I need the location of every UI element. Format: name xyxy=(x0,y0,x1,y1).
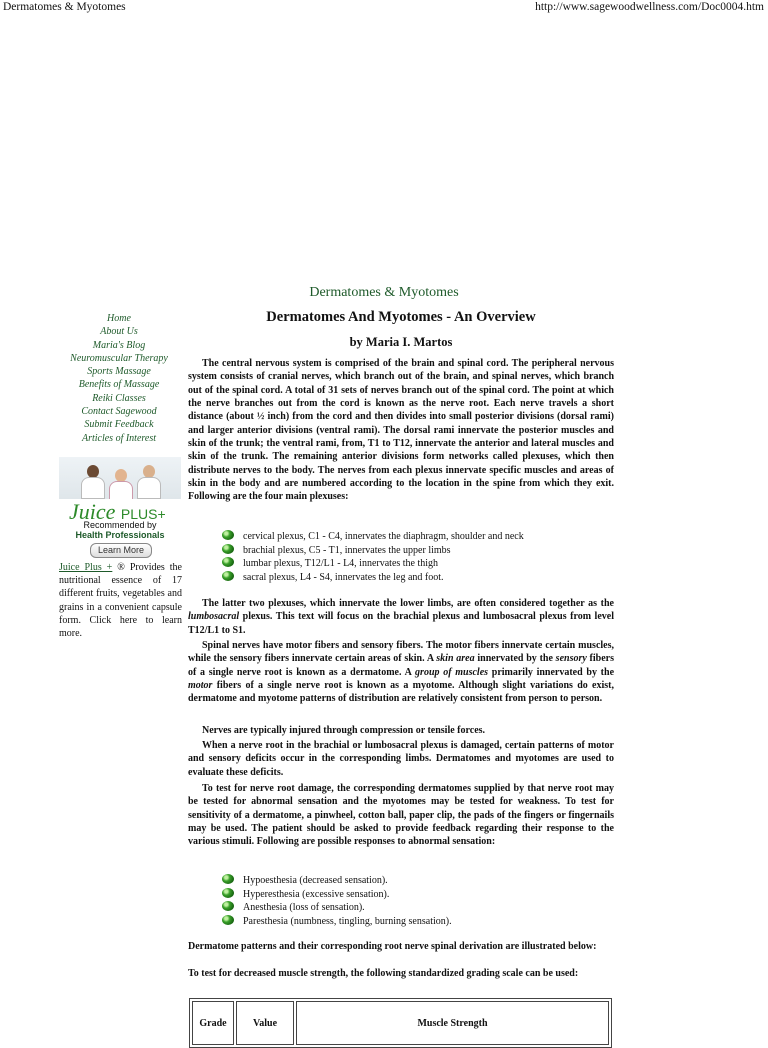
nav-home[interactable]: Home xyxy=(107,313,131,324)
page-title: Dermatomes And Myotomes - An Overview xyxy=(266,309,536,325)
damage-paragraph: When a nerve root in the brachial or lumbosacral plexus is damaged, certain patterns of motor and sensory deficits occur in the corresponding limbs. Dermatomes and myotomes are used to evaluate these deficits. xyxy=(188,740,614,778)
list-item: sacral plexus, L4 - S4, innervates the leg and foot. xyxy=(222,571,524,585)
site-title: Dermatomes & Myotomes xyxy=(309,285,459,300)
juice-plus-link[interactable]: Juice Plus + xyxy=(59,562,113,573)
lumbosacral-paragraph: The latter two plexuses, which innervate the lower limbs, are often considered together as the lumbosacral plexus. This text will focus on the brachial plexus and lumbosacral plexus from level T12/L1 to S1. xyxy=(188,598,614,636)
browser-page-title: Dermatomes & Myotomes xyxy=(3,1,126,13)
nav-neuromuscular-therapy[interactable]: Neuromuscular Therapy xyxy=(70,352,168,364)
bullet-icon xyxy=(222,915,234,925)
nav-contact-sagewood[interactable]: Contact Sagewood xyxy=(81,406,157,418)
bullet-icon xyxy=(222,874,234,884)
nav-submit-feedback[interactable]: Submit Feedback xyxy=(84,419,154,431)
learn-more-button[interactable]: Learn More xyxy=(90,543,152,558)
intro-paragraph: The central nervous system is comprised of the brain and spinal cord. The peripheral nervous system consists of cranial nerves, which branch out of the brain, and spinal nerves, which branch out of the spinal cord. A total of 31 sets of nerves branch out of the spinal cord. The point at which the nerve branches out from the cord is known as the nerve root. Each nerve travels a short distance (about ½ inch) from the cord and then divides into small posterior divisions (dorsal rami) and larger anterior divisions (ventral rami). The dorsal rami innervate the posterior muscles and skin of the trunk; the ventral rami, from, T1 to T12, innervate the anterior and lateral muscles and skin of the trunk. The remaining anterior divisions form networks called plexuses, which then distribute nerves to the body. The nerves from each plexus innervate specific muscles and areas of skin in the body and are numbered according to the location in the spine from which they exit. Following are the four main plexuses: xyxy=(188,358,614,503)
testing-paragraph: To test for nerve root damage, the corresponding dermatomes supplied by that nerve root may be tested for abnormal sensation and the myotomes may be tested for weakness. To test for sensitivity of a dermatome, a pinwheel, cotton ball, paper clip, the pads of the fingers or fingernails may be used. The patient should be asked to provide feedback regarding their response to the various stimuli. Following are possible responses to abnormal sensation: xyxy=(188,783,614,848)
bullet-icon xyxy=(222,888,234,898)
list-item: Hypoesthesia (decreased sensation). xyxy=(222,874,452,888)
health-professionals-photo xyxy=(59,457,181,499)
response-list xyxy=(222,874,452,928)
dermatome-patterns-paragraph: Dermatome patterns and their corresponding root nerve spinal derivation are illustrated below: xyxy=(188,941,597,952)
sidebar-nav xyxy=(60,312,178,445)
list-item: Anesthesia (loss of sensation). xyxy=(222,901,452,915)
fibers-paragraph: Spinal nerves have motor fibers and sensory fibers. The motor fibers innervate certain muscles, while the sensory fibers innervate certain areas of skin. A skin area innervated by the sensory fibers of a single nerve root is known as a dermatome. A group of muscles primarily innervated by the motor fibers of a single nerve root is known as a myotome. Although slight variations do exist, dermatome and myotome patterns of distribution are relatively consistent from person to person. xyxy=(188,640,615,705)
nav-about-us[interactable]: About Us xyxy=(100,326,138,338)
muscle-strength-paragraph: To test for decreased muscle strength, the following standardized grading scale can be used: xyxy=(188,968,579,979)
person-3 xyxy=(137,465,161,499)
nav-benefits-of-massage[interactable]: Benefits of Massage xyxy=(78,379,160,391)
list-item: Hyperesthesia (excessive sensation). xyxy=(222,888,452,902)
bullet-icon xyxy=(222,571,234,581)
plexus-list xyxy=(222,530,524,584)
bullet-icon xyxy=(222,557,234,567)
list-item: brachial plexus, C5 - T1, innervates the upper limbs xyxy=(222,544,524,558)
table-header-value: Value xyxy=(236,1001,294,1045)
person-2 xyxy=(109,469,133,499)
list-item: lumbar plexus, T12/L1 - L4, innervates the thigh xyxy=(222,557,524,571)
person-1 xyxy=(81,465,105,499)
list-item: Paresthesia (numbness, tingling, burning sensation). xyxy=(222,915,452,929)
bullet-icon xyxy=(222,544,234,554)
juice-plus-ad[interactable] xyxy=(59,457,181,558)
grading-table xyxy=(189,998,612,1048)
browser-url: http://www.sagewoodwellness.com/Doc0004.htm xyxy=(535,1,764,13)
bullet-icon xyxy=(222,530,234,540)
table-header-muscle-strength: Muscle Strength xyxy=(296,1001,609,1045)
nav-reiki-classes[interactable]: Reiki Classes xyxy=(92,392,146,404)
ad-description: Juice Plus + ® Provides the nutritional essence of 17 different fruits, vegetables and grains in a convenient capsule form. Click here to learn more. xyxy=(59,562,182,640)
nav-articles-of-interest[interactable]: Articles of Interest xyxy=(81,432,157,444)
table-header-grade: Grade xyxy=(192,1001,234,1045)
table-header-row xyxy=(192,1001,609,1045)
bullet-icon xyxy=(222,901,234,911)
nav-marias-blog[interactable]: Maria's Blog xyxy=(92,339,146,351)
byline: by Maria I. Martos xyxy=(349,335,453,349)
nav-sports-massage[interactable]: Sports Massage xyxy=(87,366,151,378)
injury-paragraph: Nerves are typically injured through compression or tensile forces. xyxy=(202,725,486,736)
recommended-text: Recommended by Health Professionals xyxy=(75,520,165,540)
juice-plus-logo: Juice PLUS+ xyxy=(69,499,166,524)
list-item: cervical plexus, C1 - C4, innervates the diaphragm, shoulder and neck xyxy=(222,530,524,544)
